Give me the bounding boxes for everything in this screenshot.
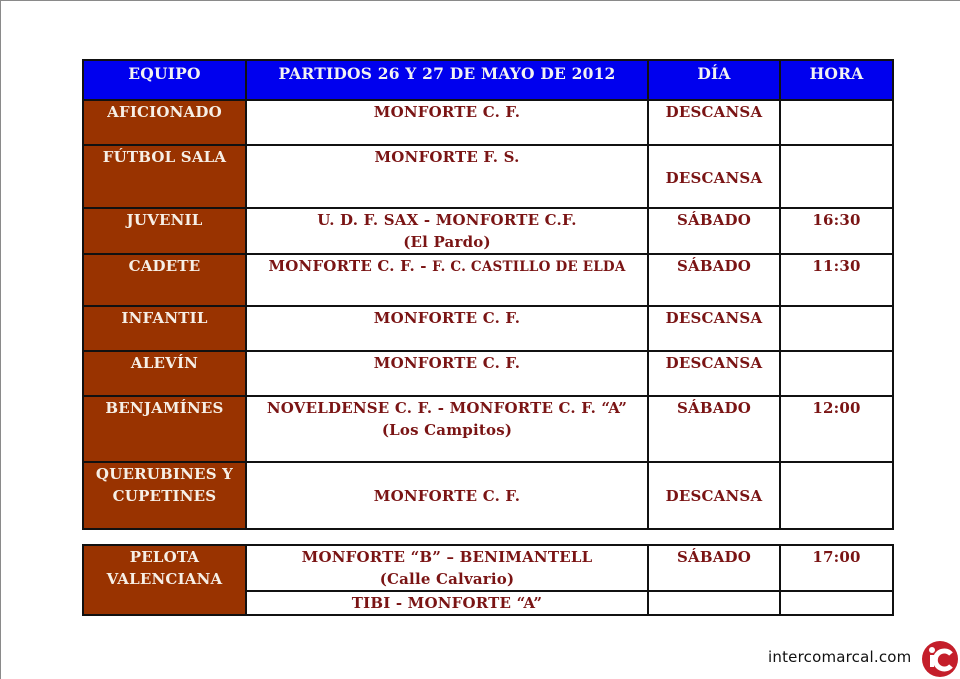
day-cell: SÁBADO <box>648 254 780 306</box>
team-line-2: CUPETINES <box>112 487 217 505</box>
day-cell: SÁBADO <box>648 545 780 591</box>
match-line-1: U. D. F. SAX - MONFORTE C.F. <box>317 211 577 229</box>
hour-cell: 12:00 <box>780 396 893 462</box>
table-row <box>83 254 893 306</box>
hour-cell: 16:30 <box>780 208 893 254</box>
team-cell: AFICIONADO <box>83 100 246 145</box>
header-row <box>83 60 893 100</box>
team-cell <box>83 545 246 615</box>
hour-cell: 11:30 <box>780 254 893 306</box>
day-cell: DESCANSA <box>648 100 780 145</box>
team-line-2: VALENCIANA <box>106 570 223 588</box>
hour-cell <box>780 145 893 208</box>
match-cell: MONFORTE C. F. <box>246 100 648 145</box>
match-cell <box>246 254 648 306</box>
day-cell <box>648 591 780 615</box>
match-text: MONFORTE C. F. <box>373 487 521 505</box>
day-text: DESCANSA <box>665 169 763 187</box>
header-day: DÍA <box>648 60 780 100</box>
table-row <box>83 545 893 591</box>
header-hour: HORA <box>780 60 893 100</box>
match-cell: MONFORTE C. F. <box>246 351 648 396</box>
team-cell: ALEVÍN <box>83 351 246 396</box>
schedule-table <box>82 59 894 530</box>
match-home: MONFORTE C. F. - <box>268 257 433 275</box>
day-cell <box>648 462 780 529</box>
table-row <box>83 208 893 254</box>
day-cell <box>648 145 780 208</box>
team-cell: CADETE <box>83 254 246 306</box>
match-cell: MONFORTE F. S. <box>246 145 648 208</box>
match-line-2: (Calle Calvario) <box>379 570 515 588</box>
match-cell <box>246 396 648 462</box>
match-away: F. C. CASTILLO DE ELDA <box>432 259 626 275</box>
hour-cell <box>780 591 893 615</box>
brand-link[interactable]: intercomarcal.com <box>768 648 912 666</box>
team-cell: INFANTIL <box>83 306 246 351</box>
table-row <box>83 145 893 208</box>
team-line-1: PELOTA <box>129 548 200 566</box>
header-team: EQUIPO <box>83 60 246 100</box>
match-line-1: MONFORTE “B” – BENIMANTELL <box>301 548 593 566</box>
match-line-2: (El Pardo) <box>403 233 491 251</box>
day-text: DESCANSA <box>665 487 763 505</box>
day-cell: DESCANSA <box>648 306 780 351</box>
hour-cell <box>780 100 893 145</box>
day-cell: SÁBADO <box>648 208 780 254</box>
hour-cell <box>780 462 893 529</box>
match-cell <box>246 462 648 529</box>
hour-cell: 17:00 <box>780 545 893 591</box>
pelota-table <box>82 544 894 616</box>
day-cell: SÁBADO <box>648 396 780 462</box>
hour-cell <box>780 351 893 396</box>
intercomarcal-logo-icon[interactable] <box>922 641 958 677</box>
table-row <box>83 306 893 351</box>
match-cell: TIBI - MONFORTE “A” <box>246 591 648 615</box>
team-cell: FÚTBOL SALA <box>83 145 246 208</box>
match-line-2: (Los Campitos) <box>381 421 513 439</box>
team-line-1: QUERUBINES Y <box>95 465 234 483</box>
match-cell <box>246 208 648 254</box>
team-cell <box>83 462 246 529</box>
table-row <box>83 396 893 462</box>
table-row <box>83 100 893 145</box>
hour-cell <box>780 306 893 351</box>
day-cell: DESCANSA <box>648 351 780 396</box>
match-cell <box>246 545 648 591</box>
ic-glyph-icon <box>922 641 958 677</box>
table-row <box>83 351 893 396</box>
table-row <box>83 462 893 529</box>
header-match: PARTIDOS 26 Y 27 DE MAYO DE 2012 <box>246 60 648 100</box>
team-cell: JUVENIL <box>83 208 246 254</box>
match-line-1: NOVELDENSE C. F. - MONFORTE C. F. “A” <box>266 399 628 417</box>
match-cell: MONFORTE C. F. <box>246 306 648 351</box>
team-cell: BENJAMÍNES <box>83 396 246 462</box>
